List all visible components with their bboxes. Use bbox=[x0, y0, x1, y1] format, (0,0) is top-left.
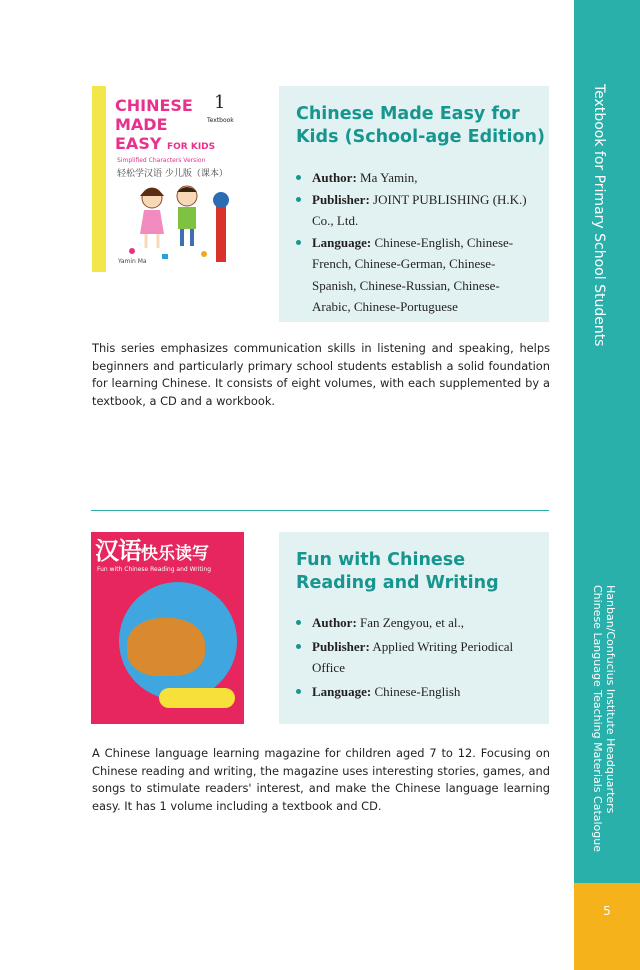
language-item bbox=[296, 681, 536, 703]
language-item bbox=[296, 232, 536, 318]
book-cover-chinese-made-easy bbox=[92, 86, 239, 272]
publisher-label: Publisher: bbox=[312, 191, 370, 207]
book-cover-fun-with-chinese bbox=[91, 532, 244, 724]
book-title: Fun with Chinese Reading and Writing bbox=[296, 550, 499, 593]
author-label: Author: bbox=[312, 615, 357, 630]
publisher-item bbox=[296, 189, 536, 232]
publisher-label: Publisher: bbox=[312, 638, 370, 654]
cover-english-title: Fun with Chinese Reading and Writing bbox=[97, 566, 212, 573]
language-label: Language: bbox=[312, 234, 372, 250]
cover-bear-illustration bbox=[127, 618, 205, 676]
section-divider bbox=[91, 510, 549, 511]
book-info-panel bbox=[279, 86, 549, 322]
cover-title-line: MADE bbox=[115, 115, 168, 134]
page-number-box bbox=[574, 883, 640, 970]
cover-illustration bbox=[92, 86, 239, 272]
book-details bbox=[296, 612, 536, 704]
cover-title-word: EASY bbox=[115, 134, 162, 153]
book-title: Chinese Made Easy for Kids (School-age Edition) bbox=[296, 104, 545, 147]
cover-chinese-title: 轻松学汉语 少儿版（课本） bbox=[117, 169, 228, 179]
catalogue-line-1: Hanban/Confucius Institute Headquarters bbox=[604, 585, 617, 814]
cover-title-small: 快乐读写 bbox=[141, 544, 209, 564]
catalogue-line-2: Chinese Language Teaching Materials Catalogue bbox=[591, 585, 604, 853]
cover-subtitle: Simplified Characters Version bbox=[117, 157, 206, 164]
book-description: A Chinese language learning magazine for children aged 7 to 12. Focusing on Chinese reading and writing, the magazine uses interesting stories, games, and songs to stimulate readers' interest, and make the Chinese language learning easy. It has 1 volume including a textbook and CD. bbox=[92, 746, 550, 813]
page-number: 5 bbox=[603, 904, 611, 918]
book-info-panel bbox=[279, 532, 549, 724]
book-details bbox=[296, 167, 536, 318]
cover-type: Textbook bbox=[207, 117, 234, 124]
author-item bbox=[296, 167, 536, 189]
book-description: This series emphasizes communication skills in listening and speaking, helps beginners and particularly primary school students establish a solid foundation for learning Chinese. It consists of eight volumes, with each supplemented by a textbook, a CD and a workbook. bbox=[92, 341, 550, 408]
cover-title-big: 汉语 bbox=[95, 537, 141, 565]
cover-for-kids: FOR KIDS bbox=[167, 142, 216, 152]
author-item bbox=[296, 612, 536, 634]
publisher-value: JOINT PUBLISHING (H.K.) Co., Ltd. bbox=[312, 191, 527, 228]
cover-badge bbox=[159, 688, 235, 708]
publisher-value: Applied Writing Periodical Office bbox=[312, 638, 514, 675]
language-label: Language: bbox=[312, 683, 372, 699]
catalogue-title-vertical bbox=[591, 585, 617, 852]
section-title-vertical: Textbook for Primary School Students bbox=[591, 84, 607, 347]
language-value: Chinese-English, Chinese-French, Chinese-German, Chinese-Spanish, Chinese-Russian, Chinese-Arabic, Chinese-Portuguese bbox=[312, 234, 514, 314]
cover-author: Yamin Ma bbox=[118, 258, 147, 265]
cover-title-line: CHINESE bbox=[115, 96, 193, 115]
cover-volume-number: 1 bbox=[214, 92, 226, 113]
language-value: Chinese-English bbox=[374, 683, 461, 699]
author-label: Author: bbox=[312, 170, 357, 185]
author-value: Ma Yamin, bbox=[360, 170, 418, 185]
cover-chinese-title bbox=[95, 536, 209, 569]
publisher-item bbox=[296, 636, 536, 679]
author-value: Fan Zengyou, et al., bbox=[360, 615, 465, 630]
